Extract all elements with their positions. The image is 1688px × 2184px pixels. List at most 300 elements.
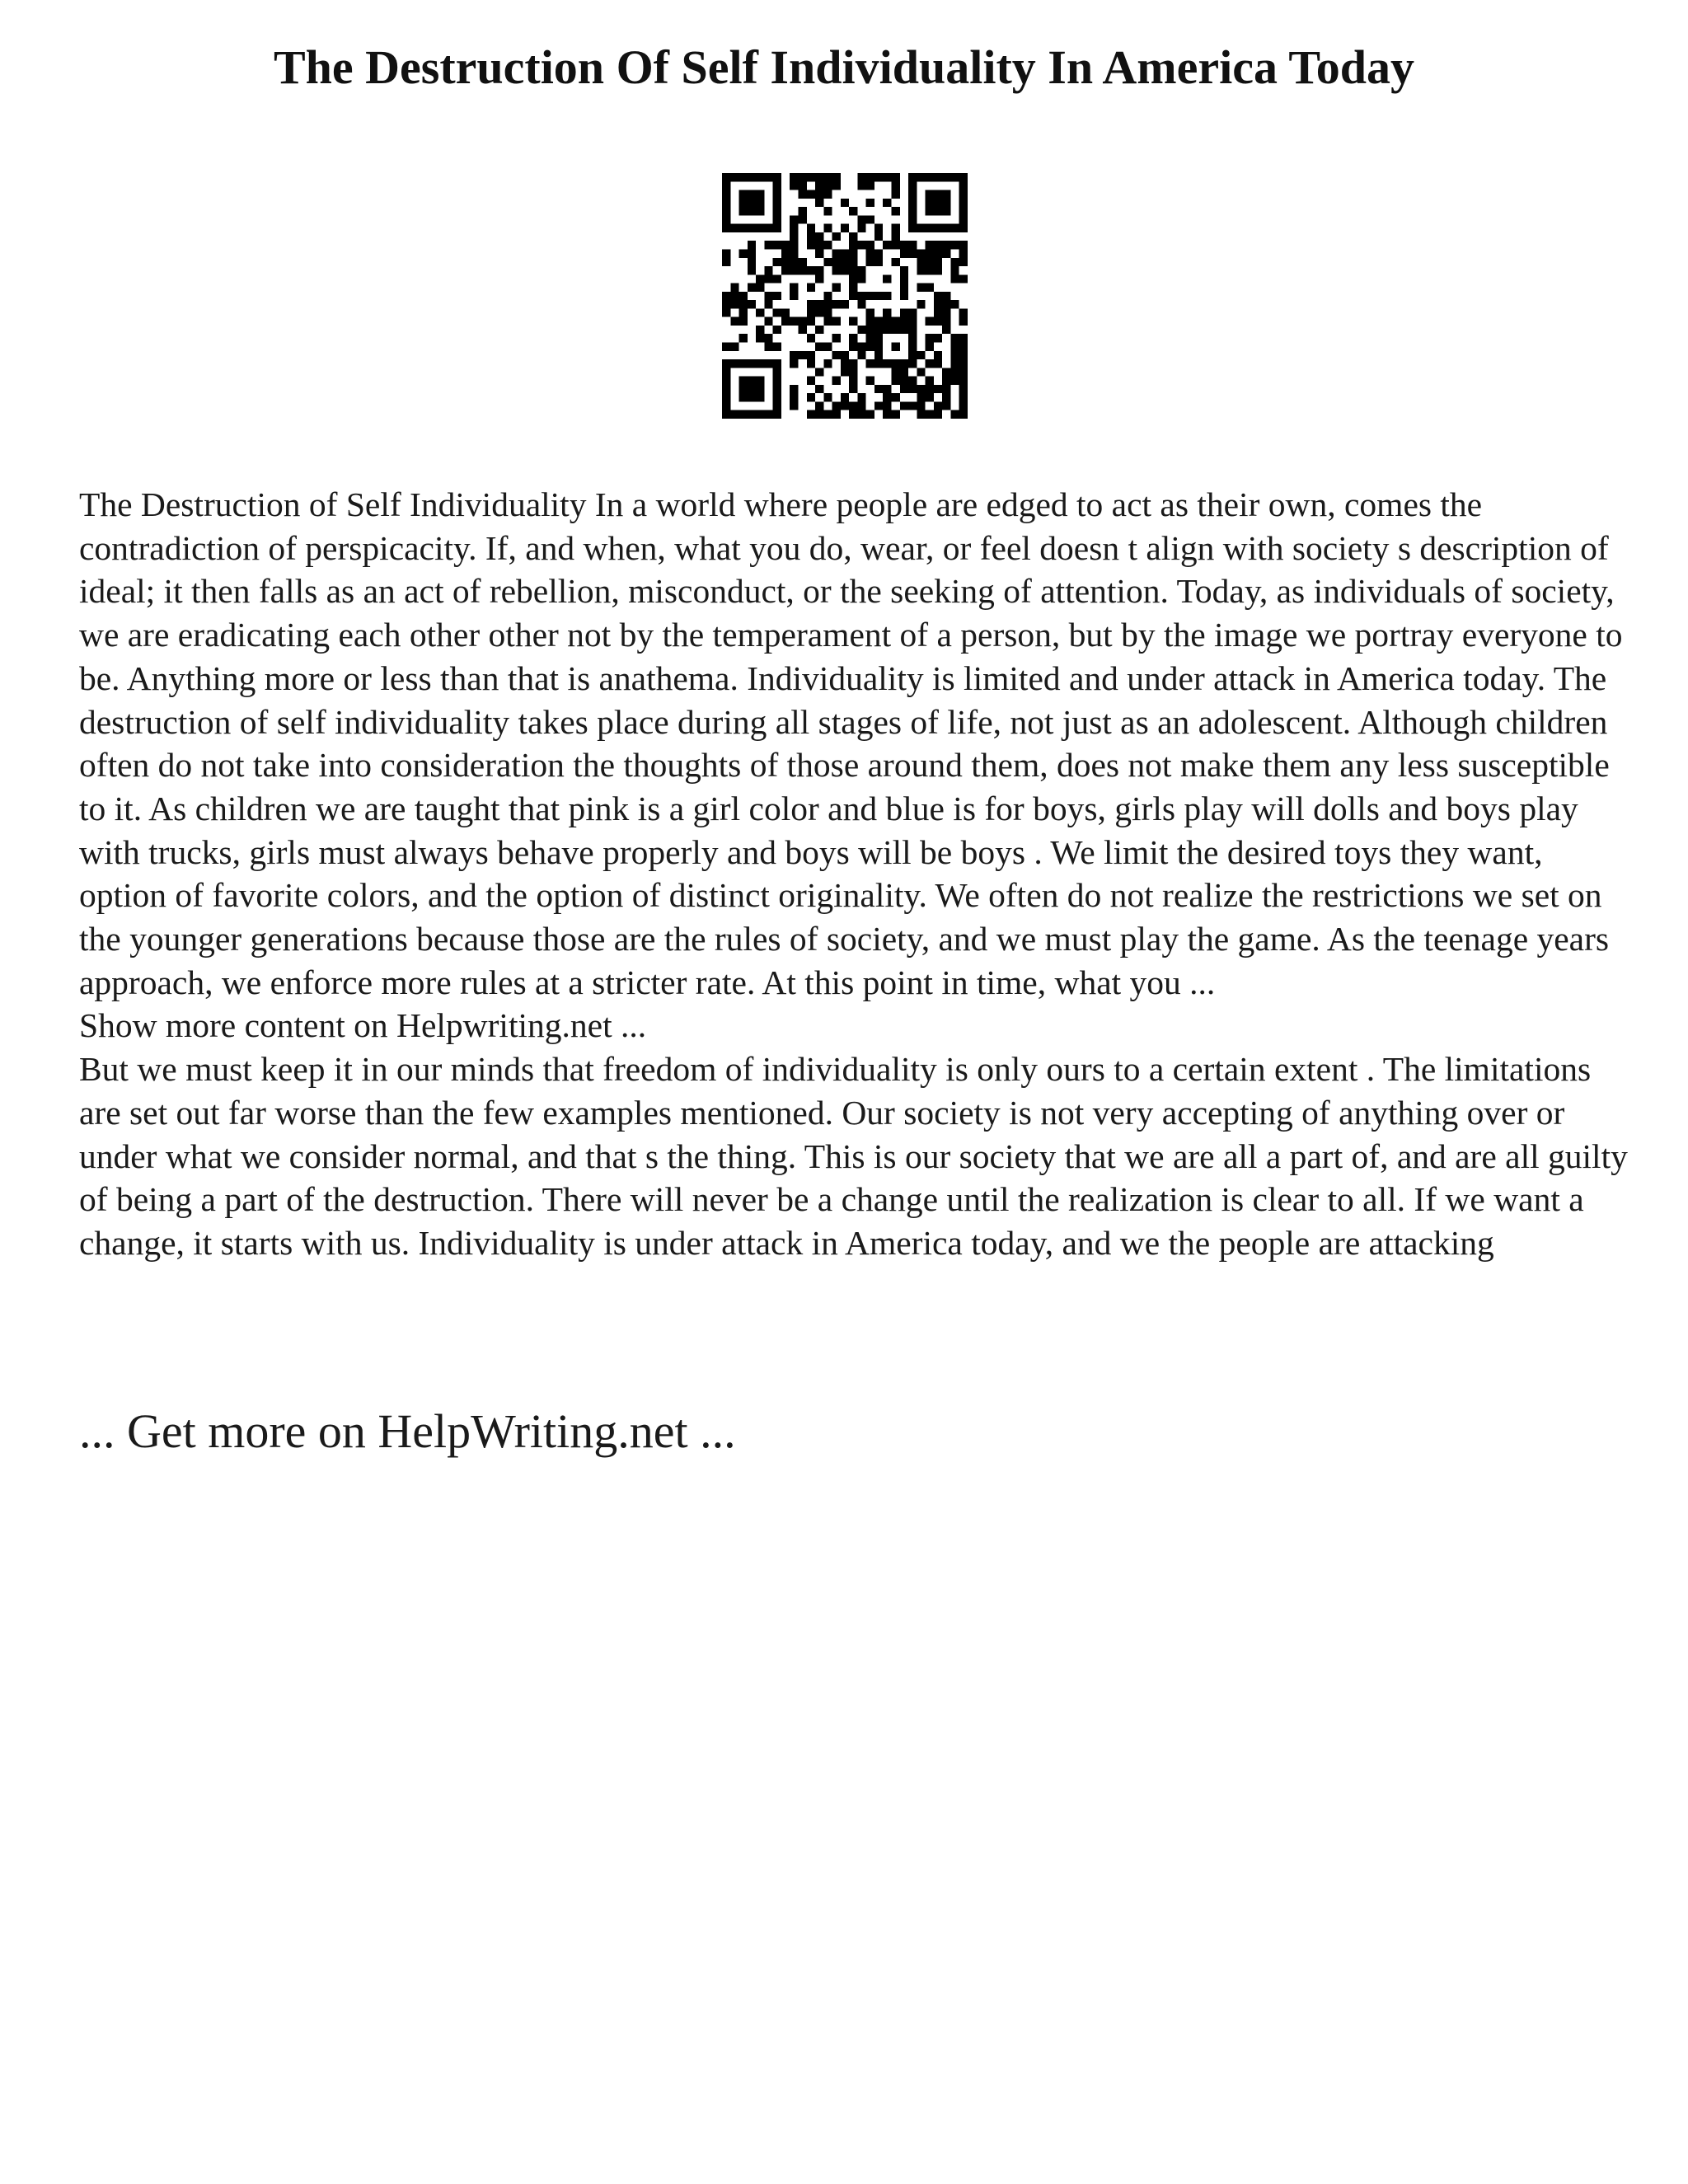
- qr-module: [849, 266, 857, 274]
- qr-module: [722, 308, 730, 316]
- qr-module: [942, 241, 950, 249]
- show-more-link[interactable]: Show more content on Helpwriting.net ...: [79, 1006, 647, 1045]
- qr-module: [908, 317, 917, 326]
- qr-module: [823, 343, 832, 351]
- qr-module: [823, 173, 832, 181]
- qr-module: [950, 266, 959, 274]
- qr-module: [807, 284, 815, 292]
- qr-module: [866, 308, 874, 316]
- qr-module: [900, 274, 908, 283]
- qr-module: [722, 207, 730, 215]
- qr-module: [773, 274, 781, 283]
- qr-module: [807, 359, 815, 368]
- qr-module: [900, 359, 908, 368]
- qr-module: [866, 215, 874, 223]
- qr-module: [815, 274, 823, 283]
- qr-module: [798, 207, 806, 215]
- qr-module: [926, 207, 934, 215]
- qr-module: [748, 410, 756, 419]
- qr-module: [926, 377, 934, 385]
- qr-module: [773, 215, 781, 223]
- qr-module: [748, 393, 756, 401]
- qr-module: [883, 410, 891, 419]
- qr-module: [934, 249, 942, 257]
- qr-module: [773, 368, 781, 376]
- qr-module: [807, 377, 815, 385]
- qr-module: [790, 258, 798, 266]
- qr-module: [730, 173, 738, 181]
- qr-module: [883, 385, 891, 393]
- qr-module: [849, 368, 857, 376]
- qr-module: [790, 266, 798, 274]
- qr-module: [739, 190, 748, 199]
- qr-module: [926, 241, 934, 249]
- qr-module: [832, 266, 841, 274]
- qr-module: [849, 241, 857, 249]
- qr-module: [892, 317, 900, 326]
- qr-module: [874, 258, 883, 266]
- qr-module: [959, 199, 968, 207]
- qr-module: [908, 173, 917, 181]
- qr-module: [934, 173, 942, 181]
- qr-module: [748, 284, 756, 292]
- qr-module: [874, 343, 883, 351]
- qr-module: [874, 334, 883, 342]
- qr-module: [841, 368, 849, 376]
- qr-module: [823, 308, 832, 316]
- qr-module: [917, 173, 925, 181]
- qr-module: [773, 385, 781, 393]
- qr-module: [807, 410, 815, 419]
- qr-module: [926, 359, 934, 368]
- qr-module: [926, 190, 934, 199]
- qr-module: [730, 292, 738, 300]
- qr-module: [942, 368, 950, 376]
- qr-module: [917, 224, 925, 232]
- qr-module: [815, 308, 823, 316]
- qr-module: [807, 232, 815, 241]
- qr-module: [959, 377, 968, 385]
- qr-module: [934, 292, 942, 300]
- qr-module: [934, 199, 942, 207]
- qr-module: [926, 393, 934, 401]
- qr-module: [722, 190, 730, 199]
- qr-module: [722, 181, 730, 190]
- qr-module: [959, 393, 968, 401]
- qr-module: [841, 401, 849, 410]
- qr-module: [773, 393, 781, 401]
- qr-module: [900, 377, 908, 385]
- qr-module: [773, 377, 781, 385]
- qr-module: [917, 368, 925, 376]
- qr-module: [722, 401, 730, 410]
- qr-module: [866, 334, 874, 342]
- qr-module: [739, 308, 748, 316]
- qr-module: [815, 266, 823, 274]
- qr-module: [815, 190, 823, 199]
- qr-module: [739, 224, 748, 232]
- qr-module: [959, 359, 968, 368]
- qr-module: [942, 317, 950, 326]
- qr-module: [764, 317, 772, 326]
- qr-module: [874, 401, 883, 410]
- qr-module: [892, 181, 900, 190]
- qr-module: [857, 173, 865, 181]
- qr-module: [773, 410, 781, 419]
- qr-module: [815, 343, 823, 351]
- qr-module: [764, 224, 772, 232]
- qr-module: [832, 401, 841, 410]
- qr-module: [773, 190, 781, 199]
- qr-module: [934, 385, 942, 393]
- qr-module: [823, 258, 832, 266]
- qr-module: [866, 377, 874, 385]
- qr-module: [900, 317, 908, 326]
- qr-module: [917, 258, 925, 266]
- qr-module: [849, 249, 857, 257]
- qr-module: [934, 410, 942, 419]
- qr-module: [807, 173, 815, 181]
- qr-module: [781, 266, 790, 274]
- qr-module: [832, 377, 841, 385]
- qr-module: [926, 410, 934, 419]
- qr-module: [823, 393, 832, 401]
- qr-module: [908, 343, 917, 351]
- qr-module: [815, 232, 823, 241]
- qr-module: [722, 359, 730, 368]
- qr-module: [866, 199, 874, 207]
- qr-module: [722, 410, 730, 419]
- qr-module: [959, 249, 968, 257]
- qr-module: [815, 199, 823, 207]
- qr-module: [857, 351, 865, 359]
- qr-module: [934, 258, 942, 266]
- qr-module: [926, 249, 934, 257]
- qr-module: [764, 359, 772, 368]
- qr-module: [849, 359, 857, 368]
- qr-module: [934, 334, 942, 342]
- qr-module: [790, 232, 798, 241]
- qr-module: [739, 393, 748, 401]
- qr-module: [722, 173, 730, 181]
- qr-module: [857, 393, 865, 401]
- qr-module: [748, 377, 756, 385]
- qr-module: [756, 284, 764, 292]
- qr-module: [926, 284, 934, 292]
- qr-module: [815, 249, 823, 257]
- qr-module: [807, 300, 815, 308]
- qr-module: [807, 241, 815, 249]
- qr-module: [849, 385, 857, 393]
- qr-module: [866, 241, 874, 249]
- qr-module: [900, 249, 908, 257]
- qr-module: [950, 410, 959, 419]
- qr-module: [781, 249, 790, 257]
- qr-module: [857, 181, 865, 190]
- qr-module: [739, 410, 748, 419]
- qr-module: [849, 207, 857, 215]
- qr-module: [959, 258, 968, 266]
- qr-module: [900, 368, 908, 376]
- qr-module: [908, 377, 917, 385]
- qr-module: [790, 317, 798, 326]
- qr-module: [874, 326, 883, 334]
- qr-module: [773, 181, 781, 190]
- qr-module: [730, 317, 738, 326]
- document-title: The Destruction Of Self Individuality In America Today: [273, 40, 1415, 94]
- qr-module: [908, 308, 917, 316]
- qr-module: [798, 351, 806, 359]
- qr-module: [900, 284, 908, 292]
- qr-module: [950, 241, 959, 249]
- document-body: [79, 483, 1629, 1265]
- qr-module: [832, 317, 841, 326]
- qr-module: [908, 215, 917, 223]
- qr-module: [739, 173, 748, 181]
- qr-module: [874, 249, 883, 257]
- qr-module: [807, 334, 815, 342]
- qr-module: [756, 207, 764, 215]
- qr-module: [849, 343, 857, 351]
- qr-module: [841, 224, 849, 232]
- qr-module: [934, 308, 942, 316]
- qr-module: [926, 317, 934, 326]
- qr-module: [942, 385, 950, 393]
- qr-module: [917, 249, 925, 257]
- qr-module: [807, 317, 815, 326]
- qr-module: [764, 173, 772, 181]
- qr-module: [883, 274, 891, 283]
- qr-module: [730, 300, 738, 308]
- qr-module: [866, 181, 874, 190]
- qr-module: [857, 300, 865, 308]
- qr-module: [781, 258, 790, 266]
- qr-module: [857, 266, 865, 274]
- qr-module: [815, 385, 823, 393]
- qr-module: [908, 334, 917, 342]
- qr-module: [798, 173, 806, 181]
- qr-module: [739, 359, 748, 368]
- qr-module: [722, 300, 730, 308]
- qr-module: [926, 343, 934, 351]
- qr-module: [892, 343, 900, 351]
- qr-module: [781, 308, 790, 316]
- qr-module: [926, 266, 934, 274]
- qr-module: [934, 190, 942, 199]
- qr-module: [950, 224, 959, 232]
- qr-module: [756, 274, 764, 283]
- qr-module: [917, 351, 925, 359]
- qr-module: [959, 351, 968, 359]
- qr-module: [866, 359, 874, 368]
- qr-module: [942, 199, 950, 207]
- qr-module: [959, 308, 968, 316]
- qr-module: [773, 207, 781, 215]
- qr-module: [790, 181, 798, 190]
- qr-module: [790, 173, 798, 181]
- qr-module: [815, 410, 823, 419]
- qr-module: [892, 207, 900, 215]
- qr-module: [959, 343, 968, 351]
- qr-module: [841, 266, 849, 274]
- qr-module: [773, 241, 781, 249]
- qr-module: [739, 334, 748, 342]
- get-more-link[interactable]: ... Get more on HelpWriting.net ...: [79, 1404, 736, 1458]
- qr-module: [722, 258, 730, 266]
- qr-module: [815, 241, 823, 249]
- qr-module: [942, 249, 950, 257]
- qr-module: [892, 241, 900, 249]
- qr-module: [815, 326, 823, 334]
- qr-module: [832, 232, 841, 241]
- qr-module: [950, 343, 959, 351]
- qr-module: [764, 241, 772, 249]
- qr-module: [959, 215, 968, 223]
- qr-module: [790, 351, 798, 359]
- qr-module: [798, 266, 806, 274]
- qr-module: [722, 393, 730, 401]
- qr-module: [934, 359, 942, 368]
- qr-module: [917, 266, 925, 274]
- qr-module: [926, 385, 934, 393]
- qr-module: [959, 274, 968, 283]
- qr-module: [730, 359, 738, 368]
- qr-module: [739, 300, 748, 308]
- qr-module: [807, 224, 815, 232]
- qr-module: [857, 274, 865, 283]
- qr-module: [874, 232, 883, 241]
- qr-module: [730, 284, 738, 292]
- qr-module: [815, 368, 823, 376]
- qr-module: [748, 300, 756, 308]
- qr-module: [798, 326, 806, 334]
- qr-module: [832, 258, 841, 266]
- qr-module: [823, 300, 832, 308]
- qr-module: [798, 258, 806, 266]
- qr-module: [841, 258, 849, 266]
- qr-module: [823, 292, 832, 300]
- qr-module: [748, 173, 756, 181]
- qr-module: [866, 173, 874, 181]
- qr-module: [917, 401, 925, 410]
- qr-module: [756, 334, 764, 342]
- qr-module: [790, 359, 798, 368]
- qr-module: [773, 199, 781, 207]
- qr-module: [874, 385, 883, 393]
- qr-module: [841, 249, 849, 257]
- qr-module: [756, 308, 764, 316]
- qr-module: [748, 385, 756, 393]
- qr-module: [739, 249, 748, 257]
- qr-module: [790, 401, 798, 410]
- qr-module: [730, 343, 738, 351]
- qr-module: [892, 359, 900, 368]
- qr-module: [959, 317, 968, 326]
- qr-module: [883, 241, 891, 249]
- qr-module: [866, 410, 874, 419]
- qr-module: [739, 385, 748, 393]
- body-paragraph-2: But we must keep it in our minds that freedom of individuality is only ours to a certain extent . The limitations are set out far worse than the few examples mentioned. Our society is not very accepting of anything over or under what we consider normal, and that s the thing. This is our society that we are all a part of, and are all guilty of being a part of the destruction. There will never be a change until the realization is clear to all. If we want a change, it starts with us. Individuality is under attack in America today, and we the people are attacking: [79, 1050, 1628, 1262]
- qr-module: [722, 377, 730, 385]
- qr-module: [950, 368, 959, 376]
- qr-module: [748, 207, 756, 215]
- qr-module: [908, 224, 917, 232]
- qr-module: [959, 181, 968, 190]
- qr-module: [950, 377, 959, 385]
- qr-module: [866, 249, 874, 257]
- qr-module: [959, 410, 968, 419]
- qr-module: [849, 232, 857, 241]
- qr-module: [874, 359, 883, 368]
- qr-module: [892, 173, 900, 181]
- qr-module: [857, 401, 865, 410]
- qr-module: [756, 385, 764, 393]
- qr-module: [959, 334, 968, 342]
- qr-code-icon[interactable]: [722, 173, 968, 419]
- qr-module: [832, 334, 841, 342]
- qr-module: [950, 359, 959, 368]
- qr-module: [739, 199, 748, 207]
- qr-module: [866, 343, 874, 351]
- qr-module: [790, 385, 798, 393]
- qr-module: [866, 326, 874, 334]
- qr-module: [748, 241, 756, 249]
- qr-module: [908, 401, 917, 410]
- qr-module: [892, 410, 900, 419]
- qr-module: [883, 317, 891, 326]
- qr-module: [748, 258, 756, 266]
- qr-module: [900, 308, 908, 316]
- qr-module: [892, 326, 900, 334]
- qr-module: [874, 317, 883, 326]
- qr-module: [832, 284, 841, 292]
- qr-module: [917, 385, 925, 393]
- qr-module: [773, 173, 781, 181]
- qr-module: [748, 249, 756, 257]
- qr-module: [807, 393, 815, 401]
- qr-module: [764, 300, 772, 308]
- qr-module: [883, 326, 891, 334]
- qr-module: [950, 258, 959, 266]
- qr-module: [849, 377, 857, 385]
- qr-module: [849, 410, 857, 419]
- qr-module: [739, 317, 748, 326]
- qr-module: [950, 274, 959, 283]
- qr-module: [883, 292, 891, 300]
- qr-module: [739, 292, 748, 300]
- qr-module: [857, 224, 865, 232]
- qr-module: [781, 317, 790, 326]
- qr-module: [874, 224, 883, 232]
- qr-module: [900, 326, 908, 334]
- qr-module: [950, 300, 959, 308]
- qr-module: [773, 224, 781, 232]
- qr-module: [823, 190, 832, 199]
- qr-module: [823, 241, 832, 249]
- qr-module: [857, 326, 865, 334]
- qr-module: [773, 308, 781, 316]
- qr-module: [900, 266, 908, 274]
- qr-module: [892, 368, 900, 376]
- qr-module: [798, 181, 806, 190]
- qr-module: [866, 292, 874, 300]
- qr-module: [942, 173, 950, 181]
- qr-module: [849, 317, 857, 326]
- qr-module: [917, 284, 925, 292]
- qr-module: [926, 334, 934, 342]
- qr-module: [722, 199, 730, 207]
- qr-module: [773, 326, 781, 334]
